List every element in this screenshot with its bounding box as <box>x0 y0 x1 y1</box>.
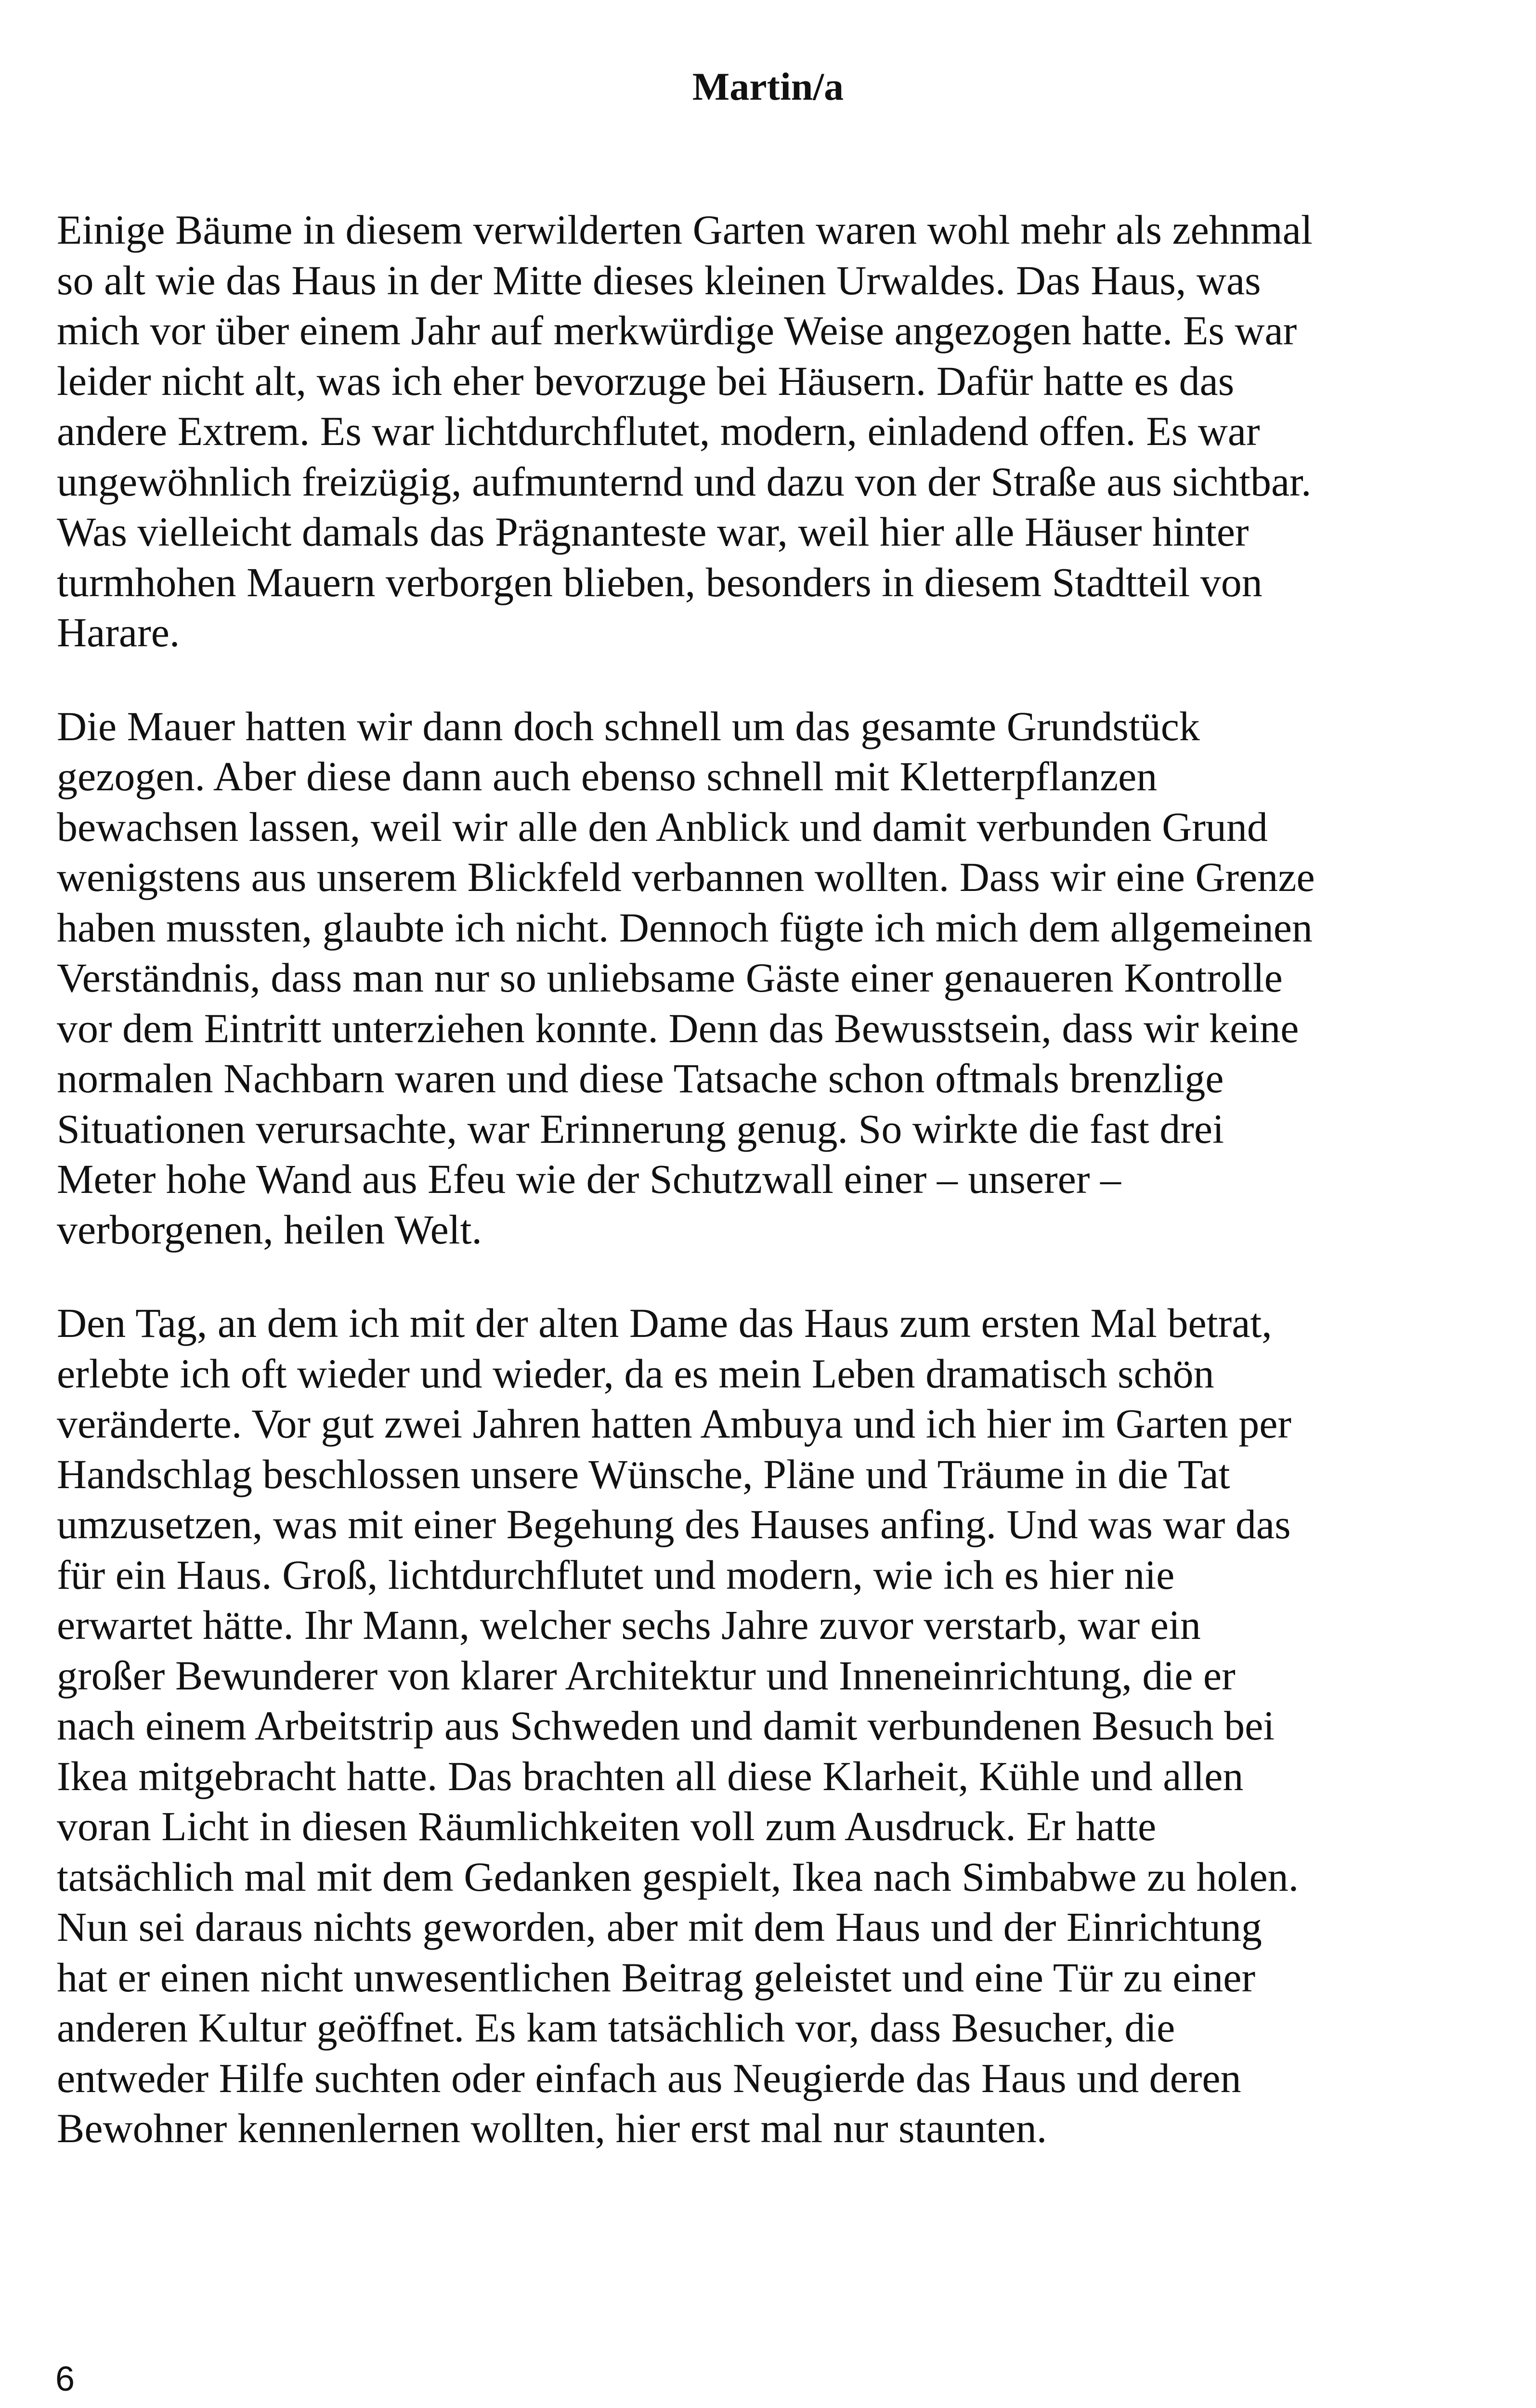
text-line: erwartet hätte. Ihr Mann, welcher sechs Jahre zuvor verstarb, war ein <box>57 1602 1201 1648</box>
text-line: so alt wie das Haus in der Mitte dieses kleinen Urwaldes. Das Haus, was <box>57 257 1261 303</box>
running-header-title: Martin/a <box>692 65 844 108</box>
text-line: mich vor über einem Jahr auf merkwürdige Weise angezogen hatte. Es war <box>57 307 1297 353</box>
text-line: ungewöhnlich freizügig, aufmunternd und dazu von der Straße aus sichtbar. <box>57 458 1312 505</box>
text-line: Einige Bäume in diesem verwilderten Garten waren wohl mehr als zehnmal <box>57 207 1313 253</box>
paragraph <box>57 701 1395 1255</box>
text-line: wenigstens aus unserem Blickfeld verbannen wollten. Dass wir eine Grenze <box>57 854 1315 900</box>
text-line: vor dem Eintritt unterziehen konnte. Denn das Bewusstsein, dass wir keine <box>57 1005 1299 1051</box>
page-number: 6 <box>55 2360 75 2398</box>
text-line: andere Extrem. Es war lichtdurchflutet, modern, einladend offen. Es war <box>57 408 1260 454</box>
text-line: voran Licht in diesen Räumlichkeiten voll zum Ausdruck. Er hatte <box>57 1803 1157 1849</box>
text-line: großer Bewunderer von klarer Architektur und Inneneinrichtung, die er <box>57 1652 1236 1699</box>
text-line: für ein Haus. Groß, lichtdurchflutet und modern, wie ich es hier nie <box>57 1551 1175 1598</box>
text-line: verborgenen, heilen Welt. <box>57 1206 482 1253</box>
paragraph <box>57 205 1395 658</box>
text-line: umzusetzen, was mit einer Begehung des Hauses anfing. Und was war das <box>57 1501 1291 1547</box>
text-line: Verständnis, dass man nur so unliebsame Gäste einer genaueren Kontrolle <box>57 955 1283 1001</box>
text-line: nach einem Arbeitstrip aus Schweden und damit verbundenen Besuch bei <box>57 1702 1275 1749</box>
paragraph <box>57 1298 1395 2154</box>
text-line: Was vielleicht damals das Prägnanteste war, weil hier alle Häuser hinter <box>57 509 1249 555</box>
text-line: Meter hohe Wand aus Efeu wie der Schutzwall einer – unserer – <box>57 1156 1121 1202</box>
text-line: leider nicht alt, was ich eher bevorzuge bei Häusern. Dafür hatte es das <box>57 357 1235 404</box>
text-line: haben mussten, glaubte ich nicht. Dennoch fügte ich mich dem allgemeinen <box>57 904 1313 951</box>
text-line: normalen Nachbarn waren und diese Tatsache schon oftmals brenzlige <box>57 1055 1224 1101</box>
text-line: gezogen. Aber diese dann auch ebenso schnell mit Kletterpflanzen <box>57 753 1158 799</box>
text-line: Die Mauer hatten wir dann doch schnell um das gesamte Grundstück <box>57 703 1200 749</box>
text-line: Ikea mitgebracht hatte. Das brachten all diese Klarheit, Kühle und allen <box>57 1753 1244 1799</box>
text-line: veränderte. Vor gut zwei Jahren hatten Ambuya und ich hier im Garten per <box>57 1400 1292 1447</box>
text-line: erlebte ich oft wieder und wieder, da es mein Leben dramatisch schön <box>57 1350 1214 1397</box>
body-text <box>57 205 1395 2197</box>
text-line: hat er einen nicht unwesentlichen Beitrag geleistet und eine Tür zu einer <box>57 1954 1256 2001</box>
text-line: Harare. <box>57 609 180 655</box>
text-line: turmhohen Mauern verborgen blieben, besonders in diesem Stadtteil von <box>57 559 1263 605</box>
text-line: Den Tag, an dem ich mit der alten Dame das Haus zum ersten Mal betrat, <box>57 1300 1272 1346</box>
text-line: Nun sei daraus nichts geworden, aber mit dem Haus und der Einrichtung <box>57 1904 1262 1950</box>
text-line: Bewohner kennenlernen wollten, hier erst mal nur staunten. <box>57 2105 1047 2151</box>
text-line: tatsächlich mal mit dem Gedanken gespielt, Ikea nach Simbabwe zu holen. <box>57 1853 1299 1900</box>
text-line: anderen Kultur geöffnet. Es kam tatsächlich vor, dass Besucher, die <box>57 2004 1175 2051</box>
text-line: bewachsen lassen, weil wir alle den Anblick und damit verbunden Grund <box>57 803 1268 850</box>
text-line: Handschlag beschlossen unsere Wünsche, Pläne und Träume in die Tat <box>57 1451 1230 1497</box>
text-line: entweder Hilfe suchten oder einfach aus Neugierde das Haus und deren <box>57 2055 1241 2101</box>
text-line: Situationen verursachte, war Erinnerung genug. So wirkte die fast drei <box>57 1105 1224 1152</box>
